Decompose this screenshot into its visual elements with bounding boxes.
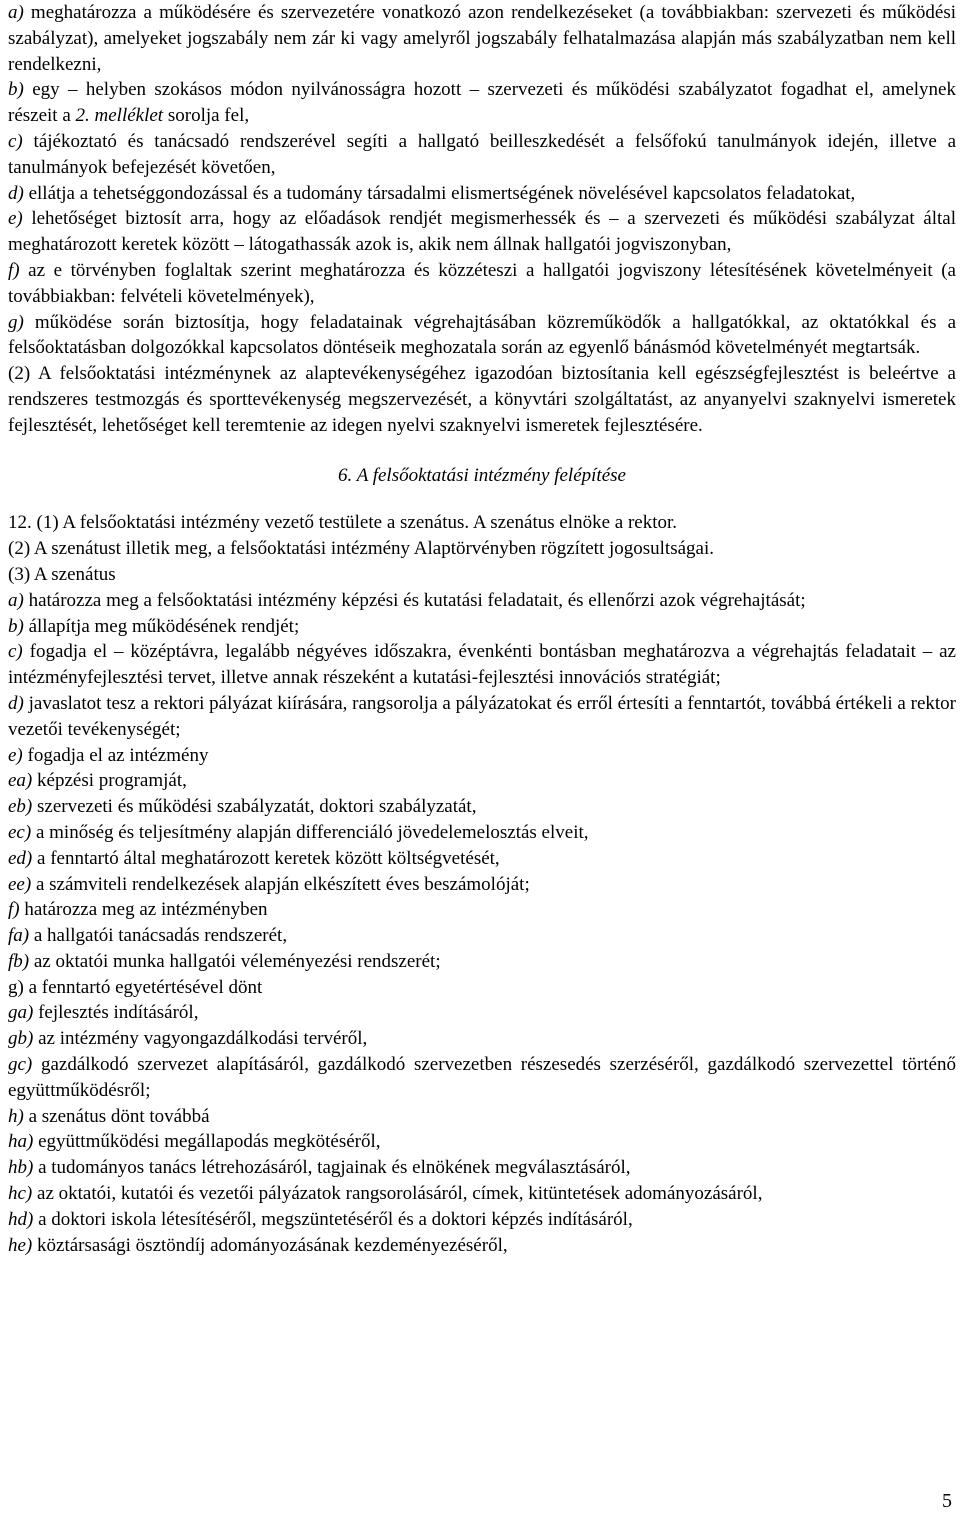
list-item [8, 768, 956, 794]
list-item [8, 1207, 956, 1233]
list-item [8, 0, 956, 77]
item-text: a doktori iskola létesítéséről, megszüntetéséről és a doktori képzés indításáról, [33, 1208, 633, 1230]
list-item [8, 949, 956, 975]
list-item [8, 1052, 956, 1104]
item-marker: f) [8, 259, 20, 281]
item-marker: a) [8, 2, 24, 23]
item-marker: c) [8, 130, 23, 152]
list-item [8, 794, 956, 820]
item-text: gazdálkodó szervezet alapításáról, gazdálkodó szervezetben részesedés szerzéséről, gazdálkodó szervezettel történő együttműködésről; [8, 1054, 956, 1101]
item-text: fogadja el az intézmény [22, 744, 209, 766]
item-marker: hc) [8, 1183, 33, 1205]
item-text: a minőség és teljesítmény alapján differenciáló jövedelemelosztás elveit, [31, 821, 589, 843]
list-item [8, 206, 956, 258]
item-text: a fenntartó által meghatározott keretek között költségvetését, [32, 847, 500, 869]
document-page [8, 0, 956, 1258]
item-text: képzési programját, [32, 770, 187, 792]
item-text: az oktatói, kutatói és vezetői pályázatok rangsorolásáról, címek, kitüntetések adományozásáról, [32, 1183, 763, 1205]
item-text: köztársasági ösztöndíj adományozásának kezdeményezéséről, [32, 1234, 508, 1256]
item-text: szervezeti és működési szabályzatát, doktori szabályzatát, [32, 796, 477, 818]
item-marker: h) [8, 1105, 24, 1127]
list-item [8, 310, 956, 362]
item-text: fejlesztés indításáról, [33, 1002, 199, 1024]
list-item [8, 1104, 956, 1130]
item-marker: a) [8, 589, 24, 611]
list-item [8, 1155, 956, 1181]
item-marker: g) [8, 311, 24, 333]
item-text: g) a fenntartó egyetértésével dönt [8, 976, 263, 998]
item-marker: eb) [8, 796, 33, 818]
item-marker: hd) [8, 1208, 34, 1230]
item-text: együttműködési megállapodás megkötéséről, [33, 1131, 381, 1153]
item-text: működése során biztosítja, hogy feladatainak végrehajtásában közreműködők a hallgatókkal, az oktatókkal és a felsőoktatásban dolgozókkal kapcsolatos döntéseik meghozatala során az egyenlő bánásmód követelményét megtartsák. [8, 311, 956, 359]
item-text: sorolja fel, [163, 105, 250, 127]
item-marker: f) [8, 899, 20, 921]
item-text: fogadja el – középtávra, legalább négyéves időszakra, évenkénti bontásban meghatározva a végrehajtás feladatait – az intézményfejlesztési tervet, illetve annak részeként a kutatási-fejlesztési innovációs stratégiát; [8, 641, 956, 689]
list-item [8, 1000, 956, 1026]
list-item [8, 923, 956, 949]
item-marker: fa) [8, 925, 30, 947]
item-text: az intézmény vagyongazdálkodási tervéről, [33, 1028, 368, 1050]
item-text: a szenátus dönt továbbá [23, 1105, 210, 1127]
item-text: ellátja a tehetséggondozással és a tudomány társadalmi elismertségének növelésével kapcsolatos feladatokat, [23, 182, 856, 204]
item-text: a tudományos tanács létrehozásáról, tagjainak és elnökének megválasztásáról, [33, 1157, 631, 1179]
item-marker: e) [8, 744, 23, 766]
item-marker: ea) [8, 770, 33, 792]
item-marker: he) [8, 1234, 33, 1256]
paragraph-2: (2) A felsőoktatási intézménynek az alaptevékenységéhez igazodóan biztosítania kell egészségfejlesztést is beleértve a rendszeres testmozgás és sporttevékenység megszervezését, a könyvtári szolgáltatást, az anyanyelvi szaknyelvi ismeretek fejlesztését, lehetőséget kell teremtenie az idegen nyelvi szaknyelvi ismeretek fejlesztésére. [8, 363, 956, 436]
item-marker: gb) [8, 1028, 34, 1050]
item-text: a számviteli rendelkezések alapján elkészített éves beszámolóját; [31, 873, 530, 895]
item-marker: ed) [8, 847, 33, 869]
list-item [8, 1026, 956, 1052]
list-item [8, 872, 956, 898]
item-marker: d) [8, 692, 24, 714]
list-item [8, 77, 956, 129]
item-text: határozza meg a felsőoktatási intézmény képzési és kutatási feladatait, és ellenőrzi azok végrehajtását; [23, 589, 806, 611]
item-marker: ee) [8, 873, 32, 895]
section-12-paragraph-1: 12. (1) A felsőoktatási intézmény vezető testülete a szenátus. A szenátus elnöke a rektor. [8, 512, 678, 534]
annex-reference: 2. melléklet [75, 105, 164, 127]
item-text: meghatározza a működésére és szervezetére vonatkozó azon rendelkezéseket (a továbbiakban: szervezeti és működési szabályzat), amelyeket jogszabály nem zár ki vagy amelyről jogszabály felhatalmazása alapján más szabályzatban nem kell rendelkezni, [8, 2, 956, 75]
section-heading: 6. A felsőoktatási intézmény felépítése [338, 464, 626, 486]
list-item [8, 691, 956, 743]
item-marker: ha) [8, 1131, 34, 1153]
item-marker: b) [8, 79, 24, 101]
item-marker: c) [8, 641, 23, 663]
list-item [8, 743, 956, 769]
senate-powers-list [8, 588, 956, 1259]
list-item [8, 129, 956, 181]
list-item [8, 897, 956, 923]
list-item [8, 975, 956, 1001]
list-item [8, 614, 956, 640]
page-number: 5 [942, 1490, 952, 1512]
item-text: az oktatói munka hallgatói véleményezési rendszerét; [29, 950, 441, 972]
item-text: egy – helyben szokásos módon nyilvánosságra hozott – szervezeti és működési szabályzatot fogadhat el, amelynek részeit a [8, 79, 956, 127]
item-text: határozza meg az intézményben [19, 899, 268, 921]
item-marker: b) [8, 615, 24, 637]
list-item [8, 846, 956, 872]
item-marker: e) [8, 208, 23, 230]
item-text: állapítja meg működésének rendjét; [23, 615, 300, 637]
list-item [8, 639, 956, 691]
item-marker: d) [8, 182, 24, 204]
section-12-paragraph-2: (2) A szenátust illetik meg, a felsőoktatási intézmény Alaptörvényben rögzített jogosultságai. [8, 538, 714, 560]
item-text: az e törvényben foglaltak szerint meghatározza és közzéteszi a hallgatói jogviszony létesítésének követelményeit (a továbbiakban: felvételi követelmények), [8, 259, 956, 307]
list-item [8, 1233, 956, 1259]
item-text: tájékoztató és tanácsadó rendszerével segíti a hallgató beilleszkedését a felsőfokú tanulmányok idején, illetve a tanulmányok befejezését követően, [8, 130, 956, 178]
section-12-paragraph-3: (3) A szenátus [8, 563, 116, 585]
list-item [8, 588, 956, 614]
item-marker: hb) [8, 1157, 34, 1179]
list-item [8, 1181, 956, 1207]
item-marker: ga) [8, 1002, 34, 1024]
item-marker: gc) [8, 1054, 33, 1076]
list-item [8, 820, 956, 846]
item-text: javaslatot tesz a rektori pályázat kiírására, rangsorolja a pályázatokat és erről értesíti a fenntartót, továbbá értékeli a rektor vezetői tevékenységét; [8, 692, 956, 740]
item-marker: fb) [8, 950, 30, 972]
list-item [8, 258, 956, 310]
item-marker: ec) [8, 821, 32, 843]
item-text: a hallgatói tanácsadás rendszerét, [29, 925, 288, 947]
item-text: lehetőséget biztosít arra, hogy az előadások rendjét megismerhessék és – a szervezeti és működési szabályzat által meghatározott keretek között – látogathassák azok is, akik nem állnak hallgatói jogviszonyban, [8, 208, 956, 256]
list-item [8, 181, 956, 207]
list-item [8, 1129, 956, 1155]
